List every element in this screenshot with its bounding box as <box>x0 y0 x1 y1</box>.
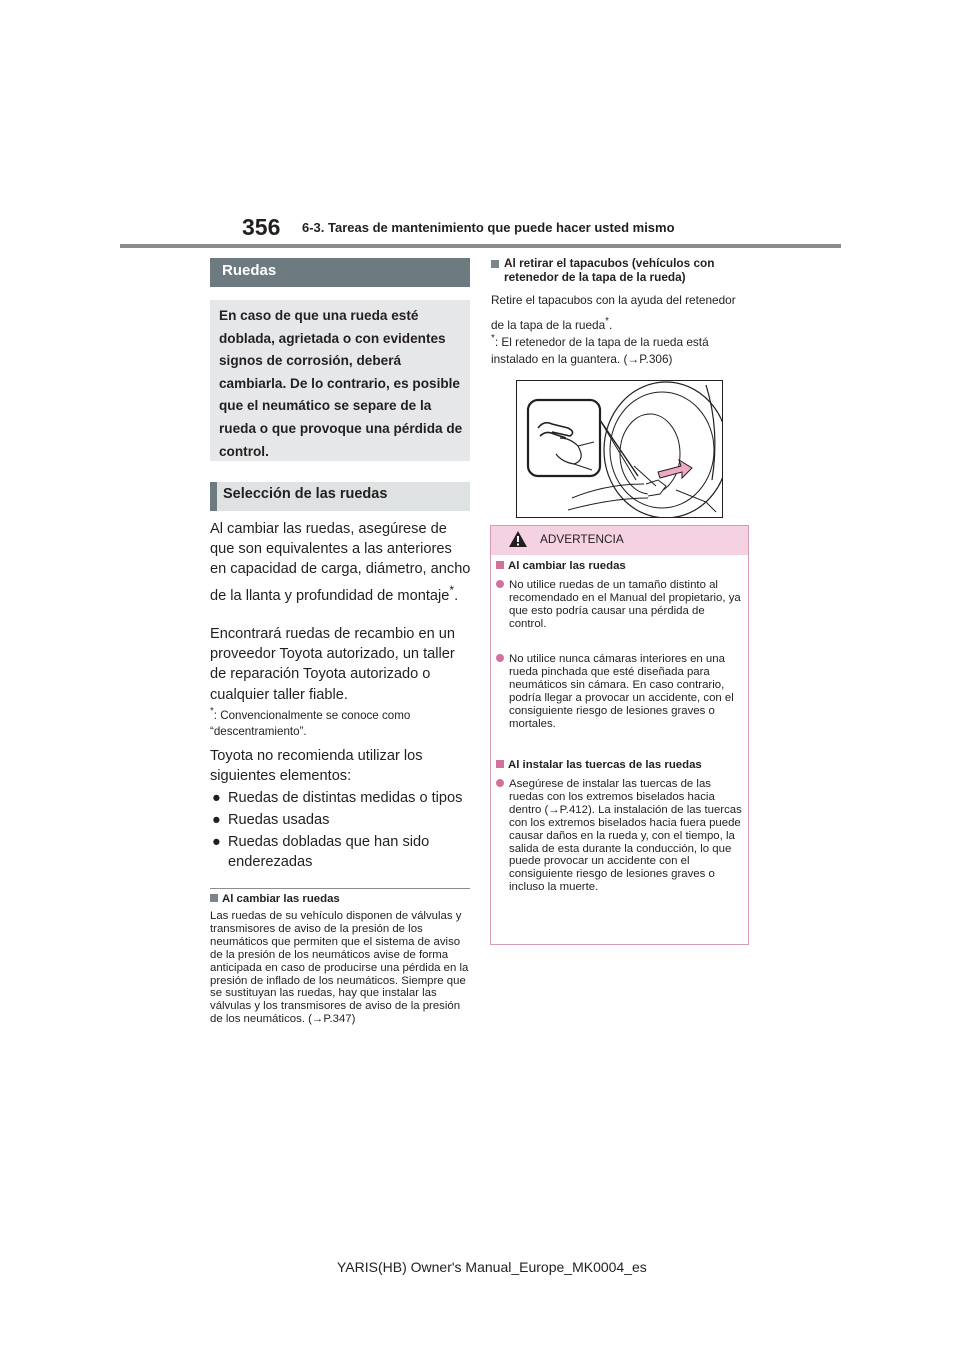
list-item-text: Ruedas de distintas medidas o tipos <box>228 790 463 806</box>
hubcap-footnote-text: : El retenedor de la tapa de la rueda está instalado en la guantera. (→P.306) <box>491 334 709 367</box>
footnote <box>210 704 450 740</box>
bullet-icon: ● <box>212 812 221 828</box>
bullet-icon: ● <box>212 790 221 806</box>
warning-section-heading-text: Al cambiar las ruedas <box>508 560 626 572</box>
hubcap-removal-illustration <box>516 380 723 518</box>
page-number: 356 <box>242 214 281 240</box>
hubcap-footnote <box>491 330 741 369</box>
hubcap-body-end: . <box>608 317 613 332</box>
bullet-icon <box>496 654 504 662</box>
note-heading-text: Al cambiar las ruedas <box>222 893 340 905</box>
paragraph-recommendation: Toyota no recomienda utilizar los siguientes elementos: <box>210 748 423 785</box>
warning-section-heading-text: Al instalar las tuercas de las ruedas <box>508 759 702 771</box>
page-footer: YARIS(HB) Owner's Manual_Europe_MK0004_es <box>337 1259 647 1275</box>
intro-text: En caso de que una rueda esté doblada, agrietada o con evidentes signos de corrosión, deberá cambiarla. De lo contrario, es posible que el neumático se separe de la rueda o que provoque una pérdida de control. <box>219 308 463 459</box>
bullet-icon <box>496 580 504 588</box>
footnote-marker: * <box>449 582 455 597</box>
square-bullet-icon <box>496 760 504 768</box>
paragraph-text: Al cambiar las ruedas, asegúrese de que son equivalentes a las anteriores en capacidad de carga, diámetro, ancho de la llanta y profundidad de montaje <box>210 521 471 604</box>
section-title: Ruedas <box>222 262 277 279</box>
paragraph-equivalence <box>210 519 472 606</box>
warning-section-heading <box>496 759 702 771</box>
list-item-text: Ruedas usadas <box>228 812 330 828</box>
hubcap-heading-text: Al retirar el tapacubos (vehículos con retenedor de la tapa de la rueda) <box>504 256 715 284</box>
square-bullet-icon <box>210 894 218 902</box>
square-bullet-icon <box>491 260 499 268</box>
header-divider <box>120 244 841 248</box>
subsection-title: Selección de las ruedas <box>223 486 388 502</box>
footnote-marker: * <box>605 316 609 327</box>
paragraph-suppliers: Encontrará ruedas de recambio en un proveedor Toyota autorizado, un taller de reparación Toyota autorizado o cualquier taller fiable. <box>210 626 456 703</box>
footnote-marker: * <box>491 333 495 344</box>
warning-item-text: No utilice ruedas de un tamaño distinto al recomendado en el Manual del propietario, ya que esto podría causar una pérdida de control. <box>509 579 741 630</box>
hubcap-body-text: Retire el tapacubos con la ayuda del retenedor de la tapa de la rueda <box>491 293 736 332</box>
warning-item-text: No utilice nunca cámaras interiores en una rueda pinchada que esté diseñada para neumáticos sin cámara. En caso contrario, podría llegar a provocar un accidente, con el consiguiente riesgo de lesiones graves o mortales. <box>509 653 734 730</box>
footnote-marker: * <box>210 706 214 717</box>
warning-section-heading <box>496 560 626 572</box>
hubcap-heading <box>491 257 751 284</box>
footnote-text: : Convencionalmente se conoce como “descentramiento”. <box>210 708 411 738</box>
note-body: Las ruedas de su vehículo disponen de válvulas y transmisores de aviso de la presión de los neumáticos que permiten que el sistema de aviso de la presión de los neumáticos avise de forma anticipada en caso de producirse una pérdida en la presión de inflado de los neumáticos. Siempre que se sustituyan las ruedas, hay que instalar las válvulas y los transmisores de aviso de la presión de los neumáticos. (→P.347) <box>210 910 469 1026</box>
warning-title: ADVERTENCIA <box>540 532 624 546</box>
bullet-icon <box>496 779 504 787</box>
subsection-accent <box>210 482 217 511</box>
list-item-text: Ruedas dobladas que han sido enderezadas <box>228 834 430 871</box>
chapter-title: 6-3. Tareas de mantenimiento que puede hacer usted mismo <box>302 220 675 235</box>
note-divider <box>210 888 470 889</box>
warning-item-text: Asegúrese de instalar las tuercas de las ruedas con los extremos biselados hacia dentro (→P.412). La instalación de las tuercas con los extremos biselados hacia fuera puede causar daños en la rueda y, con el tiempo, la salida de esta durante la conducción, lo que puede provocar un accidente con el consiguiente riesgo de lesiones graves o incluso la muerte. <box>509 778 742 894</box>
warning-triangle-icon <box>508 530 528 548</box>
square-bullet-icon <box>496 561 504 569</box>
bullet-icon: ● <box>212 834 221 850</box>
note-heading <box>210 893 340 905</box>
paragraph-end: . <box>454 587 459 604</box>
